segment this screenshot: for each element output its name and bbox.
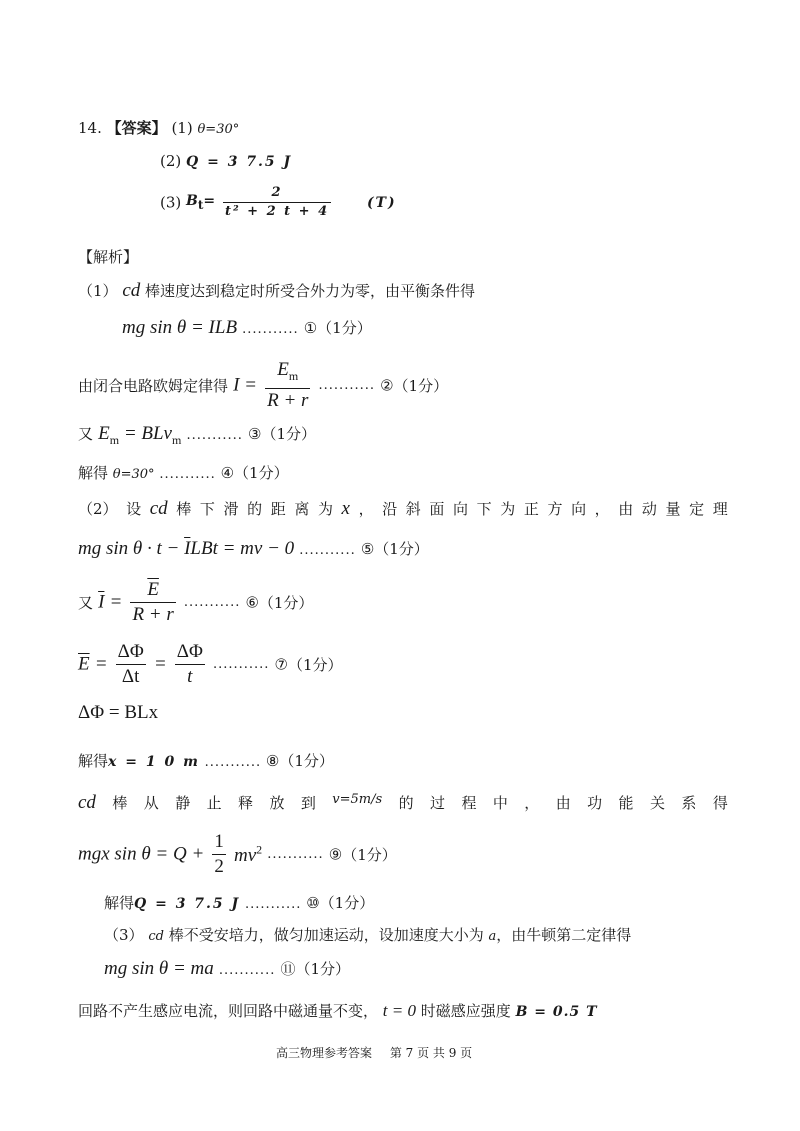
equation-6-lhs: $\overline{I}$ <box>98 591 105 613</box>
score: （1分） <box>295 960 350 978</box>
answer-part3-fraction <box>223 184 331 221</box>
energy-intro-char: 功 <box>587 794 603 812</box>
part2-intro-char: 为 <box>317 500 333 518</box>
tag-6: ⑥ <box>245 593 259 612</box>
part3-intro <box>104 924 631 945</box>
equation-2-lhs: I = <box>233 374 258 396</box>
equation-9-sup: 2 <box>256 842 263 857</box>
equation-7-fraction-2 <box>175 640 205 689</box>
dots: ........... <box>159 467 216 482</box>
result-1-line <box>78 462 289 483</box>
answer-part3 <box>160 184 397 221</box>
equation-7-line <box>78 640 343 689</box>
part2-intro-spread <box>78 498 728 520</box>
energy-intro-char: 得 <box>712 794 728 812</box>
tag-5: ⑤ <box>360 540 375 558</box>
energy-intro-char: 由 <box>555 794 571 812</box>
energy-intro-char: 的 <box>398 794 414 812</box>
equation-5-left: mg sin θ · t − <box>78 538 185 559</box>
equation-3-E: E <box>98 423 110 444</box>
energy-intro-char: 静 <box>175 794 191 812</box>
equation-7-denominator-1: Δt <box>121 666 140 687</box>
part2-number: （2） <box>78 500 118 518</box>
energy-intro <box>78 792 728 814</box>
equation-2-numerator: E <box>277 359 289 380</box>
part3-number: （3） <box>104 926 144 944</box>
part2-intro-char: x <box>341 498 350 519</box>
score: （1分） <box>234 464 289 482</box>
score: （1分） <box>317 319 372 337</box>
dots: ........... <box>218 963 276 978</box>
part3-cd: cd <box>148 929 164 944</box>
answer-part2 <box>160 152 292 170</box>
tag-10: ⑩ <box>306 894 320 912</box>
part2-intro-char: 下 <box>476 500 492 518</box>
energy-intro-char: 能 <box>618 794 634 812</box>
part2-intro-char: cd <box>149 498 168 519</box>
equation-7-numerator-1: ΔΦ <box>116 640 146 665</box>
answer-part2-number: (2) <box>160 152 182 170</box>
score: （1分） <box>287 656 343 674</box>
equation-7-eq2: = <box>153 653 167 675</box>
equation-2-numerator-sub: m <box>288 368 299 383</box>
answer-part3-lhs: B <box>186 193 198 210</box>
tag-3: ③ <box>248 425 262 443</box>
part2-intro-char: 正 <box>523 500 539 518</box>
conclusion-text-2: 时磁感应强度 <box>420 1002 511 1020</box>
equation-9-line <box>78 830 397 879</box>
equation-3-rhs: = BLv <box>123 423 172 444</box>
dots: ........... <box>318 377 375 393</box>
answer-part2-value: Q = 3 7.5 J <box>186 154 293 170</box>
part2-intro-char: 面 <box>429 500 445 518</box>
answer-label: 【答案】 <box>106 119 167 137</box>
part3-tail: ，由牛顿第二定律得 <box>496 926 632 944</box>
energy-intro-char: ， <box>524 794 540 812</box>
conclusion-text-1: 回路不产生感应电流，则回路中磁通量不变， <box>78 1002 379 1020</box>
tag-11: ⑪ <box>280 960 296 978</box>
footer-title: 高三物理参考答案 <box>276 1046 373 1060</box>
part2-intro-char: 沿 <box>382 500 398 518</box>
dots: ........... <box>267 847 324 862</box>
equation-6-denominator: R + r <box>132 604 174 625</box>
score: （1分） <box>374 540 429 558</box>
part2-intro-char: 动 <box>641 500 657 518</box>
part2-intro-char: 理 <box>712 500 728 518</box>
dots: ........... <box>299 543 356 558</box>
part2-intro-char: 向 <box>453 500 469 518</box>
part2-intro-char: 斜 <box>405 500 421 518</box>
part1-text: 棒速度达到稳定时所受合外力为零，由平衡条件得 <box>145 282 476 300</box>
energy-intro-char: 放 <box>269 794 285 812</box>
dots: ........... <box>183 595 241 610</box>
energy-intro-char: 从 <box>143 794 159 812</box>
result-8-value: x = 1 0 m <box>108 754 200 770</box>
equation-2-fraction <box>265 358 310 413</box>
equation-2-prefix: 由闭合电路欧姆定律得 <box>78 376 229 395</box>
part2-intro-char: 滑 <box>223 500 239 518</box>
part2-intro-char: 方 <box>547 500 563 518</box>
conclusion-t0: t = 0 <box>382 1001 416 1020</box>
dots: ........... <box>204 755 262 770</box>
equation-3-v-sub: m <box>172 432 182 447</box>
footer-page-info: 第 7 页 共 9 页 <box>389 1046 473 1060</box>
part2-intro-char: ， <box>594 500 610 518</box>
part2-intro-char: 棒 <box>176 500 192 518</box>
part2-intro-char: 定 <box>689 500 705 518</box>
equation-9-lhs: mgx sin θ = Q + <box>78 843 205 865</box>
part2-intro-char: 量 <box>665 500 681 518</box>
tag-4: ④ <box>220 464 235 482</box>
part1-number: （1） <box>78 282 118 300</box>
part3-a: a <box>488 929 497 944</box>
energy-intro-char: 过 <box>430 794 446 812</box>
result-1-prefix: 解得 <box>78 464 109 482</box>
answer-header <box>78 117 239 138</box>
tag-1: ① <box>303 319 318 337</box>
tag-8: ⑧ <box>265 752 280 770</box>
equation-7-denominator-2: t <box>187 666 193 687</box>
energy-intro-char: 释 <box>238 794 254 812</box>
equation-7-numerator-2: ΔΦ <box>175 640 205 665</box>
equation-11-line <box>104 958 350 980</box>
part1-intro <box>78 280 475 302</box>
result-8-prefix: 解得 <box>78 752 109 770</box>
equation-1: mg sin θ = ILB <box>122 317 238 338</box>
answer-part3-denominator: t² + 2 t + 4 <box>224 204 330 219</box>
equation-7-fraction-1 <box>116 640 146 689</box>
dots: ........... <box>186 428 243 443</box>
result-1-value: θ=30° <box>112 467 155 482</box>
equation-6-line <box>78 578 313 627</box>
answer-part3-sub: t <box>197 197 204 212</box>
tag-9: ⑨ <box>328 845 343 864</box>
score: （1分） <box>342 846 397 864</box>
equation-7-eq: = <box>94 653 108 675</box>
part2-intro-char: 由 <box>618 500 634 518</box>
score: （1分） <box>261 425 316 443</box>
result-10-value: Q = 3 7.5 J <box>134 896 241 912</box>
energy-intro-char: v=5m/s <box>332 792 383 807</box>
dots: ........... <box>212 657 270 672</box>
energy-intro-char: 棒 <box>112 794 128 812</box>
answer-part1-value: θ=30° <box>197 122 240 137</box>
energy-intro-char: cd <box>78 792 96 813</box>
part2-intro-char: 的 <box>247 500 263 518</box>
part2-intro-char: 距 <box>270 500 286 518</box>
part2-intro-char: 离 <box>294 500 310 518</box>
score: （1分） <box>279 752 334 770</box>
question-number: 14. <box>78 119 102 137</box>
energy-intro-char: 止 <box>206 794 222 812</box>
energy-intro-char: 程 <box>461 794 477 812</box>
energy-intro-char: 中 <box>492 794 508 812</box>
answer-part3-number: (3) <box>160 193 182 212</box>
page-footer <box>276 1044 472 1061</box>
part2-intro-char: 向 <box>571 500 587 518</box>
result-10-line <box>104 892 374 913</box>
equation-3-E-sub: m <box>109 432 120 447</box>
result-10-prefix: 解得 <box>104 894 135 912</box>
answer-part1-number: (1) <box>171 119 193 137</box>
equation-11: mg sin θ = ma <box>104 958 214 979</box>
answer-part3-unit: (T) <box>366 194 397 211</box>
equation-5-Ibar: $\overline{I}$ <box>184 538 191 559</box>
part2-intro-char: 为 <box>500 500 516 518</box>
equation-5-line <box>78 538 429 560</box>
equation-2-denominator: R + r <box>267 389 309 411</box>
part1-cd: cd <box>122 280 141 301</box>
score: （1分） <box>258 594 314 612</box>
equation-9-rest: mv <box>233 844 257 866</box>
part3-text: 棒不受安培力，做匀加速运动，设加速度大小为 <box>168 926 484 944</box>
analysis-label: 【解析】 <box>78 248 139 266</box>
answer-part3-numerator: 2 <box>223 184 331 203</box>
equation-6-fraction <box>130 578 175 627</box>
equation-6-prefix: 又 <box>78 594 94 612</box>
equation-2-line <box>78 358 448 413</box>
part2-intro-char: ， <box>358 500 374 518</box>
part2-intro-char: 下 <box>199 500 215 518</box>
score: （1分） <box>319 894 375 912</box>
equation-9-denominator: 2 <box>214 856 224 877</box>
part2-intro-char: 设 <box>126 500 142 518</box>
score: （1分） <box>393 376 449 395</box>
dots: ........... <box>244 897 302 912</box>
energy-intro-char: 关 <box>649 794 665 812</box>
part3-conclusion <box>78 1000 598 1021</box>
equation-9-numerator: 1 <box>212 830 226 855</box>
equation-6-numerator: $\overline{E}$ <box>130 578 175 603</box>
equation-9-fraction <box>212 830 226 879</box>
tag-2: ② <box>380 376 394 395</box>
equation-7-lhs: $\overline{E}$ <box>78 653 90 675</box>
equation-1-line <box>122 317 372 339</box>
flux-equation: ΔΦ = BLx <box>78 702 159 723</box>
energy-intro-spread <box>78 792 728 814</box>
energy-intro-char: 系 <box>681 794 697 812</box>
conclusion-B-value: B = 0.5 T <box>515 1004 598 1020</box>
dots: ........... <box>242 322 299 337</box>
part2-intro <box>78 498 728 520</box>
equation-3-prefix: 又 <box>78 425 94 443</box>
equation-6-eq: = <box>109 591 123 613</box>
answer-part3-eq: = <box>203 193 216 210</box>
energy-intro-char: 到 <box>300 794 316 812</box>
equation-3-line <box>78 423 316 448</box>
tag-7: ⑦ <box>274 655 288 674</box>
result-8-line <box>78 750 334 771</box>
equation-5-right: LBt = mv − 0 <box>190 538 295 559</box>
